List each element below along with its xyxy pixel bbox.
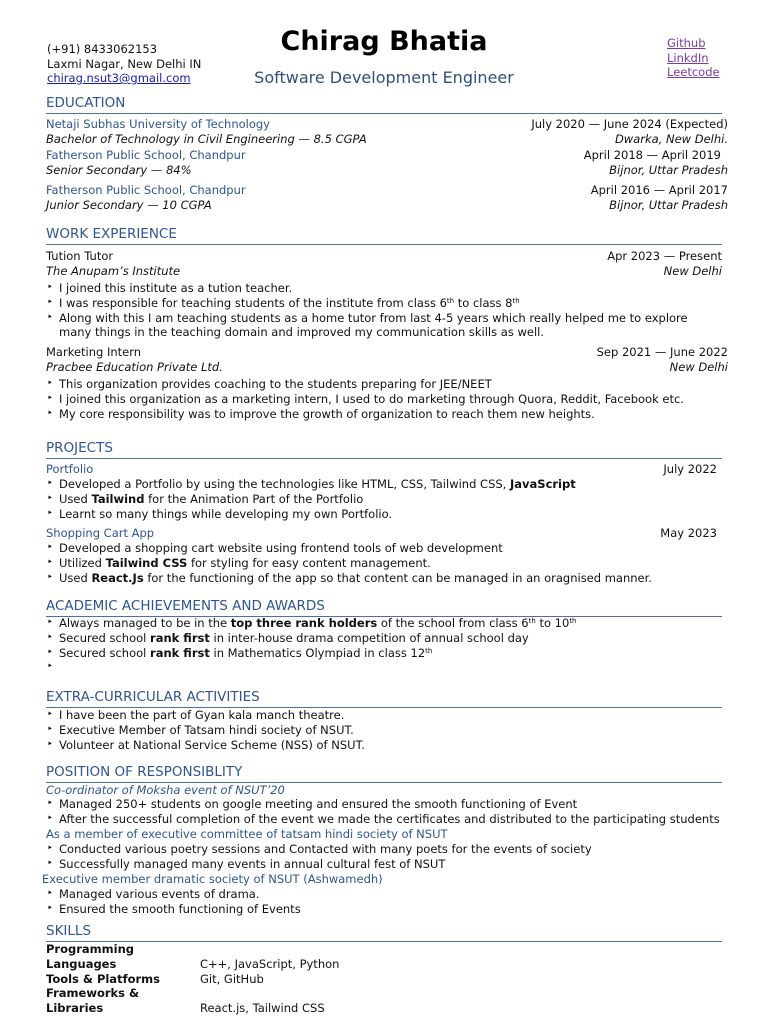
education-place: Bijnor, Uttar Pradesh bbox=[609, 198, 728, 212]
candidate-name: Chirag Bhatia bbox=[280, 26, 488, 57]
email-link[interactable]: chirag.nsut3@gmail.com bbox=[47, 71, 191, 85]
section-heading-work: WORK EXPERIENCE bbox=[46, 226, 722, 245]
skill-category: Programming Languages bbox=[46, 942, 134, 971]
project-entry bbox=[46, 526, 728, 541]
degree: Junior Secondary — 10 CGPA bbox=[46, 198, 212, 212]
project-title: Portfolio bbox=[46, 462, 94, 476]
job-bullets bbox=[46, 281, 736, 340]
job-bullets bbox=[46, 377, 736, 421]
section-heading-skills: SKILLS bbox=[46, 923, 722, 942]
list-item: ‣ Conducted various poetry sessions and Contacted with many poets for the events of society bbox=[46, 842, 736, 857]
list-item: ‣ Volunteer at National Service Scheme (NSS) of NSUT. bbox=[46, 738, 736, 753]
education-entry bbox=[46, 117, 728, 132]
section-heading-projects: PROJECTS bbox=[46, 440, 722, 459]
skill-category: Tools & Platforms bbox=[46, 971, 160, 986]
list-item: ‣ After the successful completion of the event we made the certificates and distributed to the participating students bbox=[46, 812, 736, 827]
skill-row bbox=[46, 942, 339, 972]
job-place: New Delhi bbox=[669, 360, 728, 374]
list-item: ‣ Managed 250+ students on google meeting and ensured the smooth functioning of Event bbox=[46, 797, 736, 812]
education-date: April 2018 — April 2019 bbox=[583, 148, 721, 162]
list-item: ‣ Used React.Js for the functioning of the app so that content can be managed in an oragnised manner. bbox=[46, 571, 736, 586]
candidate-role: Software Development Engineer bbox=[254, 68, 514, 87]
awards-list bbox=[46, 616, 736, 675]
degree: Bachelor of Technology in Civil Engineering — 8.5 CGPA bbox=[46, 132, 367, 146]
list-item: ‣ Developed a Portfolio by using the technologies like HTML, CSS, Tailwind CSS, JavaScript bbox=[46, 477, 736, 492]
position-bullets bbox=[46, 842, 736, 872]
list-item: ‣ Successfully managed many events in annual cultural fest of NSUT bbox=[46, 857, 736, 872]
job-org: The Anupam’s Institute bbox=[46, 264, 181, 278]
list-item: ‣ I joined this organization as a marketing intern, I used to do marketing through Quora, Reddit, Facebook etc. bbox=[46, 392, 736, 407]
skills-table bbox=[46, 942, 339, 1016]
position-title: As a member of executive committee of tatsam hindi society of NSUT bbox=[46, 827, 448, 841]
section-heading-position: POSITION OF RESPONSIBLITY bbox=[46, 764, 722, 783]
list-item: ‣ Ensured the smooth functioning of Events bbox=[46, 902, 736, 917]
job-entry bbox=[46, 249, 728, 264]
job-org: Pracbee Education Private Ltd. bbox=[46, 360, 223, 374]
section-heading-extracurricular: EXTRA-CURRICULAR ACTIVITIES bbox=[46, 689, 722, 708]
section-heading-awards: ACADEMIC ACHIEVEMENTS AND AWARDS bbox=[46, 598, 722, 617]
project-title: Shopping Cart App bbox=[46, 526, 155, 540]
position-title: Co-ordinator of Moksha event of NSUT’20 bbox=[46, 783, 285, 797]
project-entry bbox=[46, 462, 728, 477]
skill-values: Git, GitHub bbox=[200, 971, 264, 986]
list-item: ‣ Secured school rank first in inter-house drama competition of annual school day bbox=[46, 631, 736, 646]
list-item: ‣ I was responsible for teaching students of the institute from class 6th to class 8th bbox=[46, 296, 736, 311]
position-title: Executive member dramatic society of NSUT (Ashwamedh) bbox=[42, 872, 383, 886]
education-entry bbox=[46, 148, 728, 163]
job-detail bbox=[46, 264, 728, 279]
school-name: Fatherson Public School, Chandpur bbox=[46, 148, 246, 162]
list-item: ‣ Learnt so many things while developing my own Portfolio. bbox=[46, 507, 736, 522]
skill-values: C++, JavaScript, Python bbox=[200, 956, 340, 971]
education-date: July 2020 — June 2024 (Expected) bbox=[531, 117, 728, 131]
list-item-empty bbox=[46, 660, 736, 675]
project-date: July 2022 bbox=[663, 462, 717, 476]
school-name: Fatherson Public School, Chandpur bbox=[46, 183, 246, 197]
list-item: ‣ I joined this institute as a tution teacher. bbox=[46, 281, 736, 296]
degree: Senior Secondary — 84% bbox=[46, 163, 192, 177]
list-item: ‣ I have been the part of Gyan kala manch theatre. bbox=[46, 708, 736, 723]
list-item: ‣ Used Tailwind for the Animation Part of the Portfolio bbox=[46, 492, 736, 507]
leetcode-link[interactable]: Leetcode bbox=[667, 65, 720, 79]
extracurricular-list bbox=[46, 708, 736, 752]
skill-row bbox=[46, 972, 339, 987]
education-entry bbox=[46, 183, 728, 198]
education-detail bbox=[46, 163, 728, 178]
profile-links bbox=[667, 36, 720, 80]
skill-row bbox=[46, 986, 339, 1016]
phone-number: (+91) 8433062153 bbox=[47, 42, 158, 56]
list-item: ‣ My core responsibility was to improve the growth of organization to reach them new heights. bbox=[46, 407, 736, 422]
project-date: May 2023 bbox=[660, 526, 717, 540]
job-title: Marketing Intern bbox=[46, 345, 142, 359]
school-name: Netaji Subhas University of Technology bbox=[46, 117, 270, 131]
position-bullets bbox=[46, 797, 736, 827]
skill-category: Frameworks & Libraries bbox=[46, 986, 140, 1016]
job-date: Sep 2021 — June 2022 bbox=[596, 345, 728, 359]
list-item: ‣ Secured school rank first in Mathematics Olympiad in class 12th bbox=[46, 646, 736, 661]
list-item: ‣ Executive Member of Tatsam hindi society of NSUT. bbox=[46, 723, 736, 738]
section-heading-education: EDUCATION bbox=[46, 95, 722, 114]
list-item: ‣ Utilized Tailwind CSS for styling for easy content management. bbox=[46, 556, 736, 571]
job-title: Tution Tutor bbox=[46, 249, 114, 263]
education-place: Bijnor, Uttar Pradesh bbox=[609, 163, 728, 177]
education-place: Dwarka, New Delhi. bbox=[614, 132, 728, 146]
list-item: ‣ Managed various events of drama. bbox=[46, 887, 736, 902]
linkedin-link[interactable]: LinkdIn bbox=[667, 50, 709, 65]
project-bullets bbox=[46, 541, 736, 585]
list-item: ‣ Developed a shopping cart website using frontend tools of web development bbox=[46, 541, 736, 556]
job-entry bbox=[46, 345, 728, 360]
project-bullets bbox=[46, 477, 736, 521]
education-detail bbox=[46, 132, 728, 147]
list-item: ‣ This organization provides coaching to the students preparing for JEE/NEET bbox=[46, 377, 736, 392]
education-date: April 2016 — April 2017 bbox=[590, 183, 728, 197]
address: Laxmi Nagar, New Delhi IN bbox=[47, 56, 202, 71]
list-item: ‣ Along with this I am teaching students as a home tutor from last 4-5 years which really helped me to explore many things in the teaching domain and improved my communication skills as well. bbox=[46, 311, 699, 341]
github-link[interactable]: Github bbox=[667, 36, 706, 50]
position-bullets bbox=[46, 887, 736, 917]
job-detail bbox=[46, 360, 728, 375]
job-date: Apr 2023 — Present bbox=[607, 249, 722, 263]
job-place: New Delhi bbox=[663, 264, 722, 278]
education-detail bbox=[46, 198, 728, 213]
skill-values: React.js, Tailwind CSS bbox=[200, 1001, 325, 1016]
list-item: ‣ Always managed to be in the top three rank holders of the school from class 6th to 10th bbox=[46, 616, 736, 631]
